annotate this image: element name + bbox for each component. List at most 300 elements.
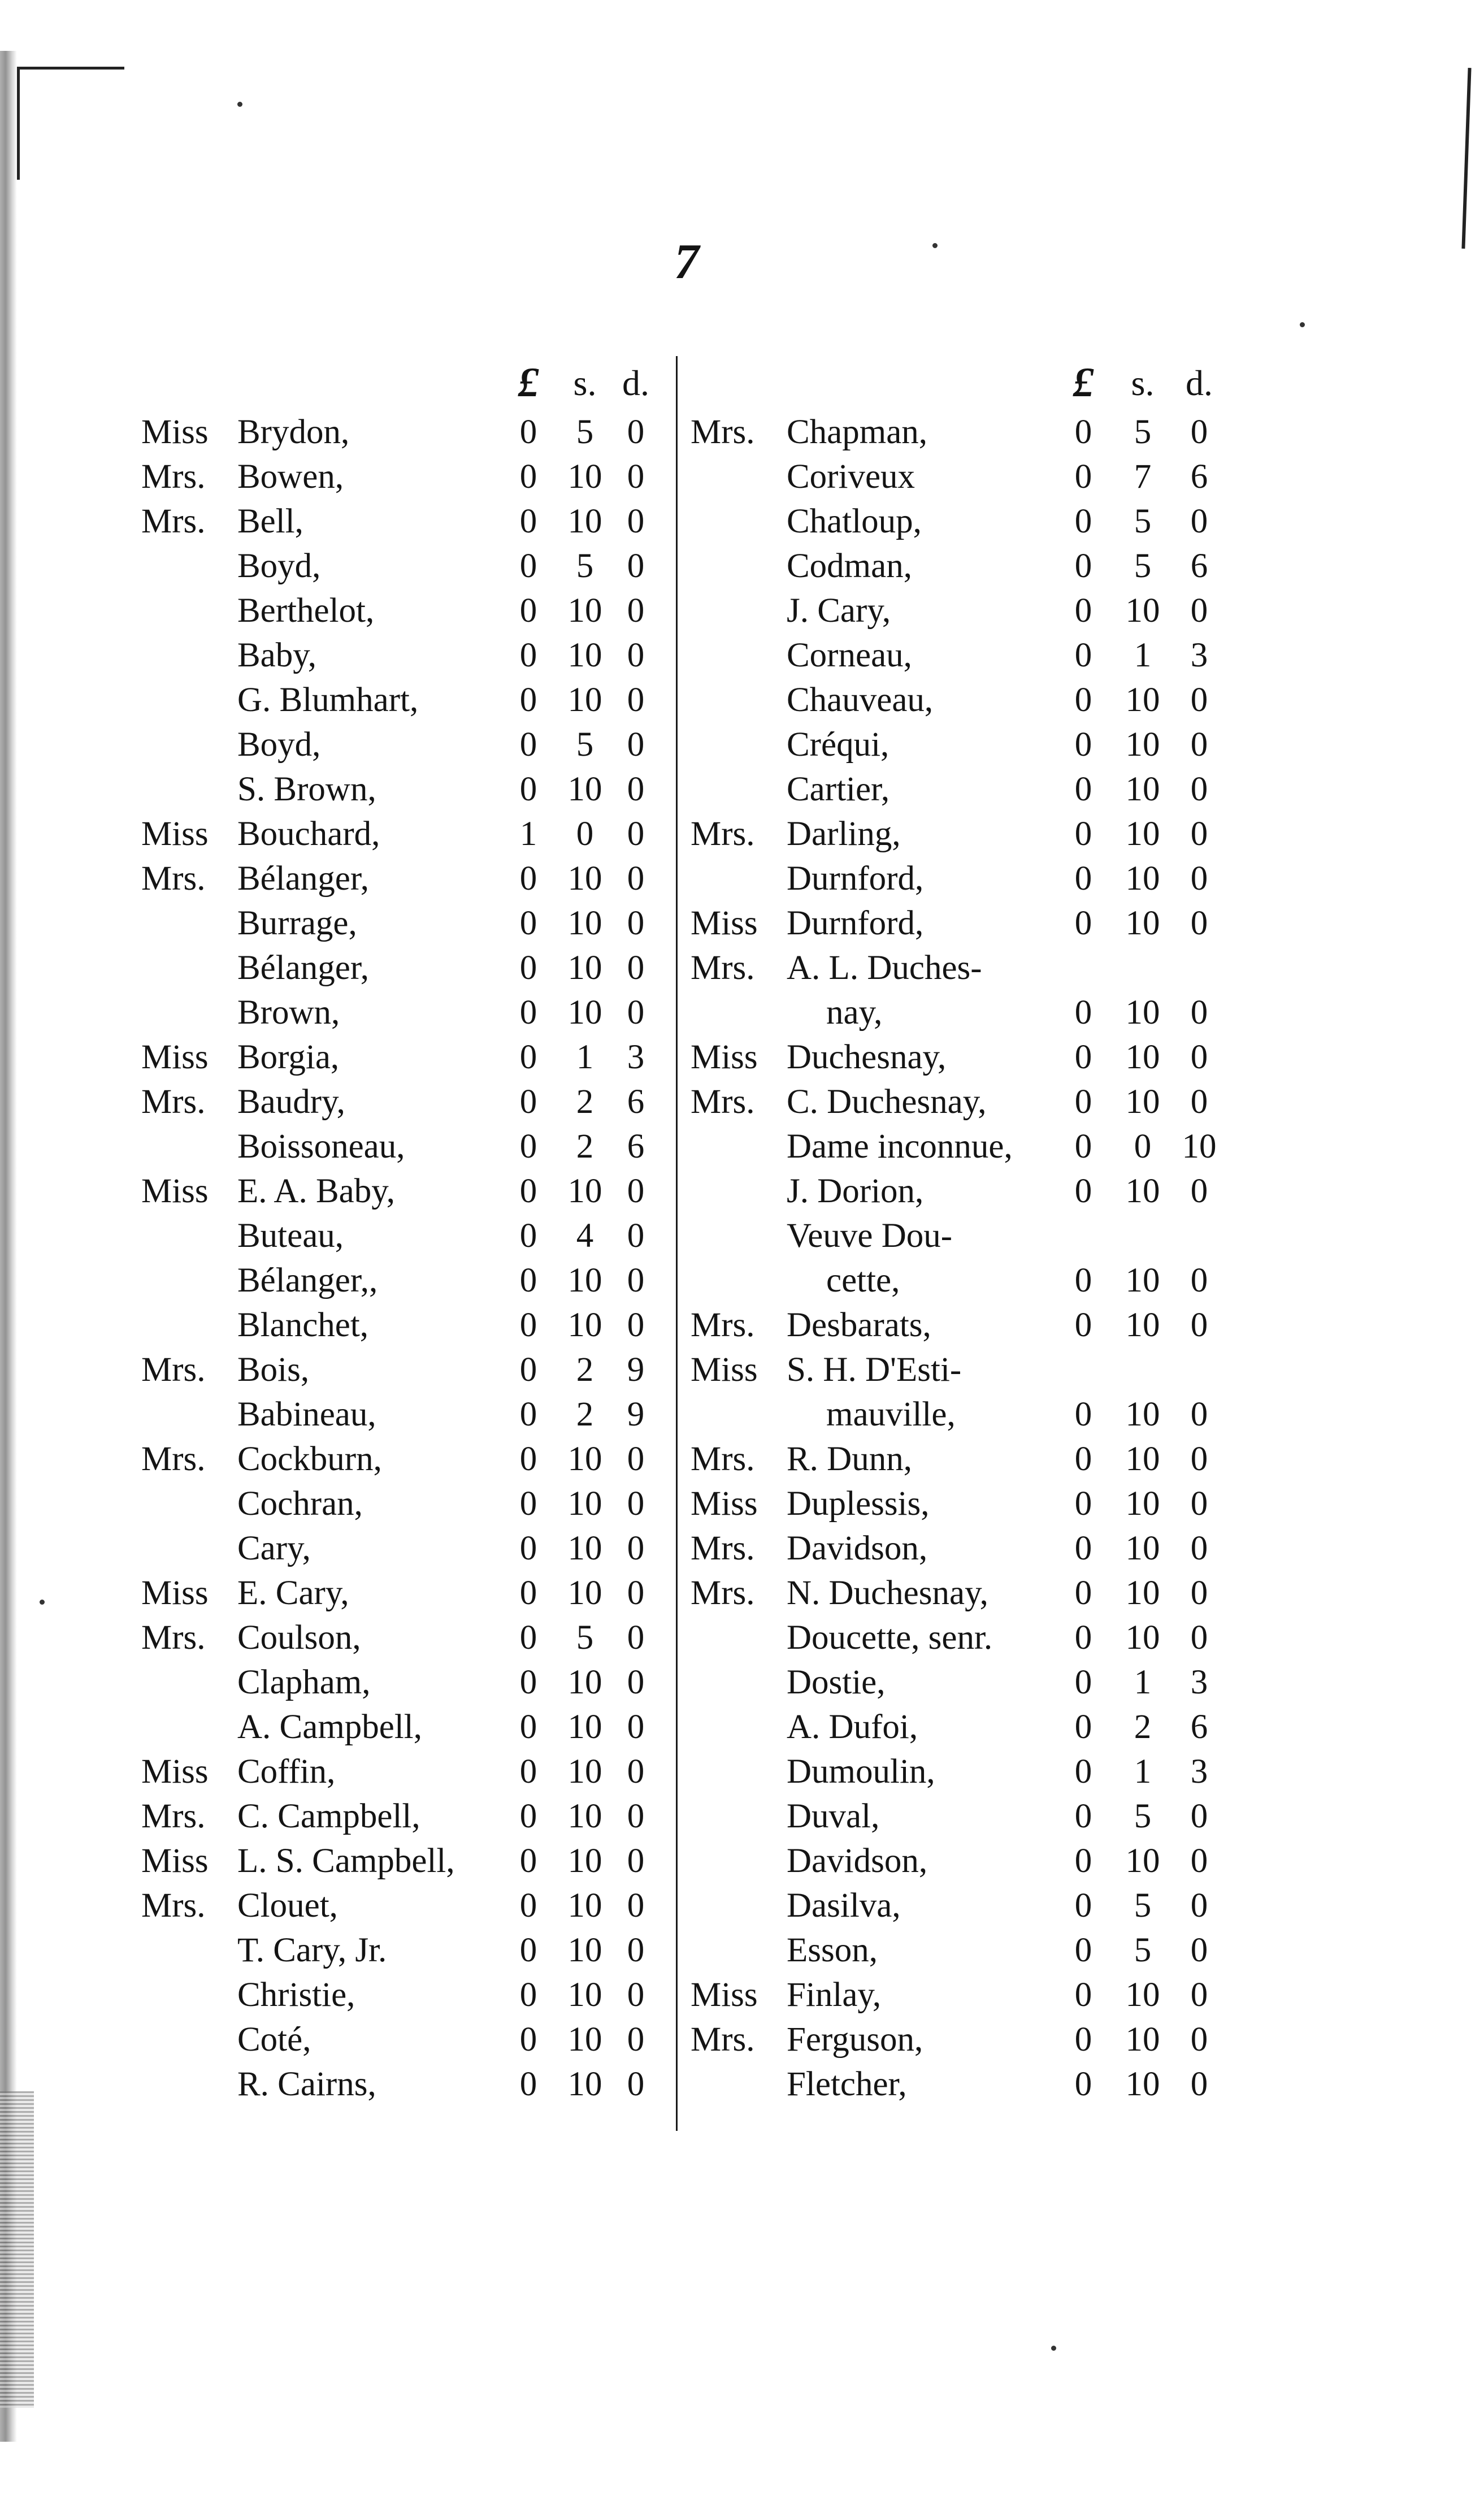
subscriber-row [691,901,1222,946]
subscriber-row [141,410,661,454]
amount-pence: 0 [1190,1172,1208,1210]
subscriber-row [691,1973,1222,2017]
subscriber-name: Coulson, [237,1619,361,1657]
amount-pence: 0 [1190,1396,1208,1433]
amount-pounds: 0 [1074,994,1092,1032]
subscriber-name: L. S. Campbell, [237,1842,455,1880]
amount-pence: 0 [1190,1529,1208,1567]
page-number: 7 [674,235,699,289]
subscriber-title: Mrs. [141,1351,206,1389]
subscriber-row [691,633,1222,678]
subscriber-name: A. Campbell, [237,1708,422,1746]
amount-pence: 0 [1190,726,1208,764]
subscriber-row [691,812,1222,856]
subscriber-row [691,454,1222,499]
subscriber-name: Dame inconnue, [787,1128,1013,1165]
subscriber-title: Miss [141,1038,209,1076]
amount-shillings: 10 [1125,1038,1160,1076]
amount-pounds: 0 [1074,413,1092,451]
subscriber-title: Miss [691,904,758,942]
amount-shillings: 2 [1134,1708,1152,1746]
subscriber-row [691,1839,1222,1883]
subscriber-row [141,1660,661,1705]
subscriber-name: N. Duchesnay, [787,1574,988,1612]
print-speck [237,102,242,107]
amount-pence: 0 [1190,815,1208,853]
subscriber-row [691,410,1222,454]
amount-pence: 0 [627,1440,645,1478]
subscriber-name: Dasilva, [787,1887,901,1925]
subscriber-row [691,1794,1222,1839]
amount-pence: 0 [627,2065,645,2103]
amount-pence: 0 [627,1262,645,1299]
subscriber-title: Miss [691,1485,758,1523]
subscriber-row [141,1839,661,1883]
amount-pounds: 0 [519,458,537,496]
subscriber-title: Miss [691,1038,758,1076]
amount-pence: 0 [1190,1931,1208,1969]
amount-pounds: 0 [1074,1485,1092,1523]
subscriber-title: Mrs. [691,1529,755,1567]
amount-pence: 0 [627,1663,645,1701]
amount-pence: 0 [627,1619,645,1657]
amount-pence: 0 [627,1172,645,1210]
amount-pence: 0 [1190,904,1208,942]
subscriber-row [691,1571,1222,1615]
amount-pence: 0 [627,994,645,1032]
amount-pounds: 0 [519,1172,537,1210]
amount-shillings: 10 [1125,1262,1160,1299]
subscriber-title: Miss [691,1976,758,2014]
amount-shillings: 10 [1125,592,1160,630]
subscriber-name: Baudry, [237,1083,345,1121]
subscriber-title: Mrs. [141,502,206,540]
amount-pence: 0 [1190,1038,1208,1076]
amount-pounds: 0 [519,2065,537,2103]
amount-pence: 9 [627,1351,645,1389]
subscriber-title: Mrs. [691,1083,755,1121]
amount-pence: 0 [627,1887,645,1925]
subscriber-row [141,901,661,946]
amount-shillings: 10 [1125,994,1160,1032]
page-edge-shadow [0,51,17,2442]
amount-pounds: 0 [519,1663,537,1701]
amount-pounds: 0 [1074,2065,1092,2103]
subscriber-name: T. Cary, Jr. [237,1931,387,1969]
amount-shillings: 10 [567,1172,602,1210]
amount-pence: 0 [627,1529,645,1567]
amount-pence: 0 [627,1931,645,1969]
amount-pounds: 0 [1074,1574,1092,1612]
amount-pounds: 0 [1074,1708,1092,1746]
subscriber-name: Ferguson, [787,2021,923,2059]
amount-pounds: 0 [1074,1842,1092,1880]
subscriber-row [691,1169,1222,1214]
amount-pounds: 0 [519,1574,537,1612]
amount-shillings: 2 [576,1396,594,1433]
subscriber-title: Mrs. [141,1619,206,1657]
amount-pence: 10 [1182,1128,1217,1165]
subscriber-title: Mrs. [141,1797,206,1835]
subscriber-row [691,2017,1222,2062]
amount-pounds: 0 [519,1396,537,1433]
amount-shillings: 5 [576,547,594,585]
amount-pounds: 0 [1074,1038,1092,1076]
subscriber-title: Miss [141,1172,209,1210]
amount-pounds: 0 [519,904,537,942]
amount-shillings: 10 [567,904,602,942]
subscriber-name: Créqui, [787,726,889,764]
amount-shillings: 10 [567,1708,602,1746]
subscriber-row [691,499,1222,544]
amount-pounds: 0 [519,1529,537,1567]
amount-shillings: 10 [567,994,602,1032]
subscriber-name: Clapham, [237,1663,371,1701]
subscriber-title: Mrs. [691,1306,755,1344]
amount-shillings: 5 [1134,1931,1152,1969]
subscriber-name: Boyd, [237,547,321,585]
subscriber-row [691,856,1222,901]
subscriber-title: Miss [141,1842,209,1880]
amount-pounds: 0 [1074,1663,1092,1701]
subscriber-name: Chatloup, [787,502,922,540]
subscriber-name: Bouchard, [237,815,380,853]
amount-shillings: 10 [1125,1619,1160,1657]
subscriber-row [691,1660,1222,1705]
subscriber-row [141,1080,661,1124]
amount-pounds: 0 [519,1842,537,1880]
amount-pounds: 0 [519,1931,537,1969]
amount-pounds: 0 [519,413,537,451]
subscriber-name: mauville, [826,1396,956,1433]
amount-pounds: 0 [519,636,537,674]
subscriber-title: Miss [141,413,209,451]
amount-shillings: 10 [567,860,602,898]
amount-pence: 3 [1190,1663,1208,1701]
amount-pence: 0 [1190,413,1208,451]
amount-pence: 0 [1190,502,1208,540]
subscriber-name: Fletcher, [787,2065,907,2103]
amount-pence: 0 [1190,1574,1208,1612]
amount-pounds: 0 [519,726,537,764]
subscriber-name: Boyd, [237,726,321,764]
amount-pence: 0 [627,1797,645,1835]
amount-shillings: 10 [1125,815,1160,853]
subscriber-row [141,1705,661,1749]
amount-shillings: 10 [1125,770,1160,808]
subscriber-row [141,1347,661,1392]
amount-shillings: 10 [1125,860,1160,898]
amount-shillings: 10 [567,1529,602,1567]
column-divider [676,356,678,2131]
amount-pence: 0 [1190,681,1208,719]
subscriber-name: Codman, [787,547,912,585]
subscriber-name: S. Brown, [237,770,376,808]
subscriber-row [141,946,661,990]
subscriber-row [691,588,1222,633]
print-speck [40,1600,45,1605]
subscriber-title: Mrs. [691,2021,755,2059]
subscription-list-right [691,356,1222,2107]
amount-pounds: 0 [1074,726,1092,764]
subscriber-row [691,1124,1222,1169]
amount-pounds: 0 [1074,592,1092,630]
subscriber-row [141,1303,661,1347]
amount-pounds: 0 [1074,1887,1092,1925]
amount-pence: 0 [1190,1306,1208,1344]
subscriber-name: Cary, [237,1529,311,1567]
page-edge-right [1461,68,1471,249]
subscriber-title: Miss [141,1574,209,1612]
amount-pence: 3 [1190,1753,1208,1791]
amount-pounds: 0 [1074,2021,1092,2059]
amount-pence: 0 [1190,1887,1208,1925]
amount-shillings: 10 [1125,1574,1160,1612]
amount-shillings: 5 [1134,1887,1152,1925]
subscriber-name: Dostie, [787,1663,886,1701]
amount-pounds: 0 [519,502,537,540]
amount-pounds: 0 [519,1038,537,1076]
subscriber-name: Davidson, [787,1529,928,1567]
subscriber-row [691,678,1222,722]
subscription-list-left [141,356,661,2107]
amount-shillings: 10 [567,949,602,987]
amount-pounds: 0 [1074,1306,1092,1344]
subscriber-name: Berthelot, [237,592,375,630]
amount-shillings: 1 [1134,1663,1152,1701]
subscriber-name: Desbarats, [787,1306,931,1344]
subscriber-row [691,1883,1222,1928]
subscriber-row [691,1437,1222,1481]
subscriber-name: Duval, [787,1797,880,1835]
subscriber-name: Duchesnay, [787,1038,947,1076]
amount-shillings: 1 [1134,1753,1152,1791]
subscriber-name: C. Campbell, [237,1797,420,1835]
subscriber-title: Mrs. [141,860,206,898]
header-pounds: £ [1073,359,1094,406]
amount-shillings: 10 [1125,904,1160,942]
amount-pence: 0 [1190,2021,1208,2059]
amount-pounds: 0 [1074,1262,1092,1299]
amount-shillings: 10 [1125,2065,1160,2103]
subscriber-title: Mrs. [141,1083,206,1121]
subscriber-name: Coté, [237,2021,311,2059]
subscriber-row [141,633,661,678]
subscriber-row [691,1615,1222,1660]
amount-shillings: 10 [567,681,602,719]
amount-pence: 0 [1190,2065,1208,2103]
amount-shillings: 10 [567,1663,602,1701]
amount-pounds: 0 [1074,458,1092,496]
amount-pounds: 0 [1074,770,1092,808]
subscriber-name: Durnford, [787,904,924,942]
amount-pounds: 0 [519,770,537,808]
amount-pounds: 0 [1074,1440,1092,1478]
amount-shillings: 2 [576,1128,594,1165]
amount-shillings: 10 [567,1797,602,1835]
subscriber-row [141,2062,661,2107]
amount-shillings: 10 [567,592,602,630]
subscriber-row [141,678,661,722]
subscriber-name: Babineau, [237,1396,376,1433]
amount-pence: 3 [627,1038,645,1076]
subscriber-row [691,722,1222,767]
amount-shillings: 5 [1134,547,1152,585]
amount-shillings: 4 [576,1217,594,1255]
subscriber-name: E. Cary, [237,1574,349,1612]
print-speck [932,243,938,248]
subscriber-row [141,1124,661,1169]
amount-pence: 0 [1190,592,1208,630]
amount-pence: 0 [627,502,645,540]
amount-pence: 6 [1190,1708,1208,1746]
amount-pence: 0 [627,770,645,808]
subscriber-name: Bowen, [237,458,344,496]
amount-pence: 0 [1190,1083,1208,1121]
subscriber-name: Chauveau, [787,681,934,719]
amount-pounds: 0 [1074,502,1092,540]
amount-shillings: 10 [567,1842,602,1880]
amount-shillings: 5 [1134,1797,1152,1835]
currency-header [691,356,1222,410]
amount-shillings: 10 [567,770,602,808]
amount-shillings: 0 [1134,1128,1152,1165]
currency-header [141,356,661,410]
print-speck [1051,2346,1056,2351]
amount-shillings: 5 [1134,502,1152,540]
amount-pounds: 0 [519,994,537,1032]
subscriber-name: Bélanger, [237,949,369,987]
amount-shillings: 2 [576,1351,594,1389]
subscriber-name: Veuve Dou- [787,1217,953,1255]
subscriber-name: Davidson, [787,1842,928,1880]
amount-shillings: 10 [1125,1485,1160,1523]
amount-pence: 0 [627,413,645,451]
header-pence: d. [622,363,649,403]
subscriber-name: J. Cary, [787,592,891,630]
amount-pounds: 0 [1074,547,1092,585]
subscriber-name: Boissoneau, [237,1128,405,1165]
subscriber-row [141,1035,661,1080]
subscriber-row [141,1214,661,1258]
amount-pounds: 0 [519,1083,537,1121]
subscriber-name: J. Dorion, [787,1172,924,1210]
subscriber-row [691,1392,1222,1437]
amount-pence: 0 [627,815,645,853]
amount-pence: 0 [627,904,645,942]
amount-pence: 0 [1190,994,1208,1032]
subscriber-name: nay, [826,994,883,1032]
subscriber-row [141,1526,661,1571]
amount-pounds: 0 [519,1708,537,1746]
subscriber-name: Chapman, [787,413,928,451]
subscriber-row [141,1794,661,1839]
subscriber-row [141,1481,661,1526]
amount-pence: 0 [1190,1262,1208,1299]
amount-pence: 0 [627,1842,645,1880]
header-shillings: s. [1131,363,1155,403]
amount-shillings: 2 [576,1083,594,1121]
subscriber-row [141,588,661,633]
subscriber-name: Bois, [237,1351,310,1389]
amount-pence: 0 [1190,1797,1208,1835]
subscriber-name: Darling, [787,815,901,853]
amount-pence: 0 [627,2021,645,2059]
subscriber-row [691,1347,1222,1392]
amount-pounds: 0 [1074,1931,1092,1969]
amount-pounds: 0 [519,681,537,719]
amount-shillings: 10 [567,1485,602,1523]
subscriber-row [141,544,661,588]
amount-pounds: 0 [1074,1753,1092,1791]
amount-pounds: 0 [519,1217,537,1255]
subscriber-name: R. Dunn, [787,1440,912,1478]
amount-shillings: 10 [567,1262,602,1299]
amount-pounds: 0 [1074,1529,1092,1567]
amount-pence: 0 [627,1485,645,1523]
subscriber-title: Miss [141,815,209,853]
subscriber-title: Mrs. [141,1887,206,1925]
subscriber-row [141,722,661,767]
amount-pence: 0 [627,1708,645,1746]
subscriber-name: Christie, [237,1976,355,2014]
subscriber-title: Mrs. [691,1574,755,1612]
subscriber-name: cette, [826,1262,900,1299]
amount-shillings: 10 [567,1976,602,2014]
amount-pounds: 0 [1074,815,1092,853]
subscriber-row [691,1481,1222,1526]
subscriber-row [691,1928,1222,1973]
amount-pounds: 0 [1074,1396,1092,1433]
subscriber-name: Doucette, senr. [787,1619,993,1657]
amount-shillings: 10 [1125,1440,1160,1478]
subscriber-name: A. Dufoi, [787,1708,918,1746]
amount-shillings: 5 [576,726,594,764]
amount-shillings: 10 [1125,1396,1160,1433]
amount-shillings: 10 [1125,1083,1160,1121]
subscriber-title: Miss [141,1753,209,1791]
subscriber-name: Brydon, [237,413,350,451]
subscriber-name: Duplessis, [787,1485,930,1523]
subscriber-name: Cochran, [237,1485,363,1523]
subscriber-row [691,1035,1222,1080]
amount-shillings: 10 [567,1753,602,1791]
subscriber-title: Mrs. [141,458,206,496]
subscriber-name: Esson, [787,1931,878,1969]
amount-pence: 0 [627,547,645,585]
amount-pounds: 1 [519,815,537,853]
amount-pounds: 0 [519,1440,537,1478]
amount-pence: 0 [627,949,645,987]
amount-pounds: 0 [519,547,537,585]
amount-pence: 0 [1190,1842,1208,1880]
amount-pounds: 0 [519,860,537,898]
amount-pence: 0 [627,636,645,674]
amount-pounds: 0 [519,1976,537,2014]
subscriber-name: R. Cairns, [237,2065,376,2103]
amount-pounds: 0 [519,1351,537,1389]
subscriber-title: Mrs. [691,413,755,451]
amount-shillings: 5 [576,413,594,451]
subscriber-name: Finlay, [787,1976,882,2014]
subscriber-row [141,1928,661,1973]
amount-shillings: 10 [1125,2021,1160,2059]
amount-pounds: 0 [1074,1083,1092,1121]
amount-pence: 0 [627,1574,645,1612]
header-pounds: £ [518,359,539,406]
page-edge-texture [0,2091,34,2408]
subscriber-row [141,2017,661,2062]
